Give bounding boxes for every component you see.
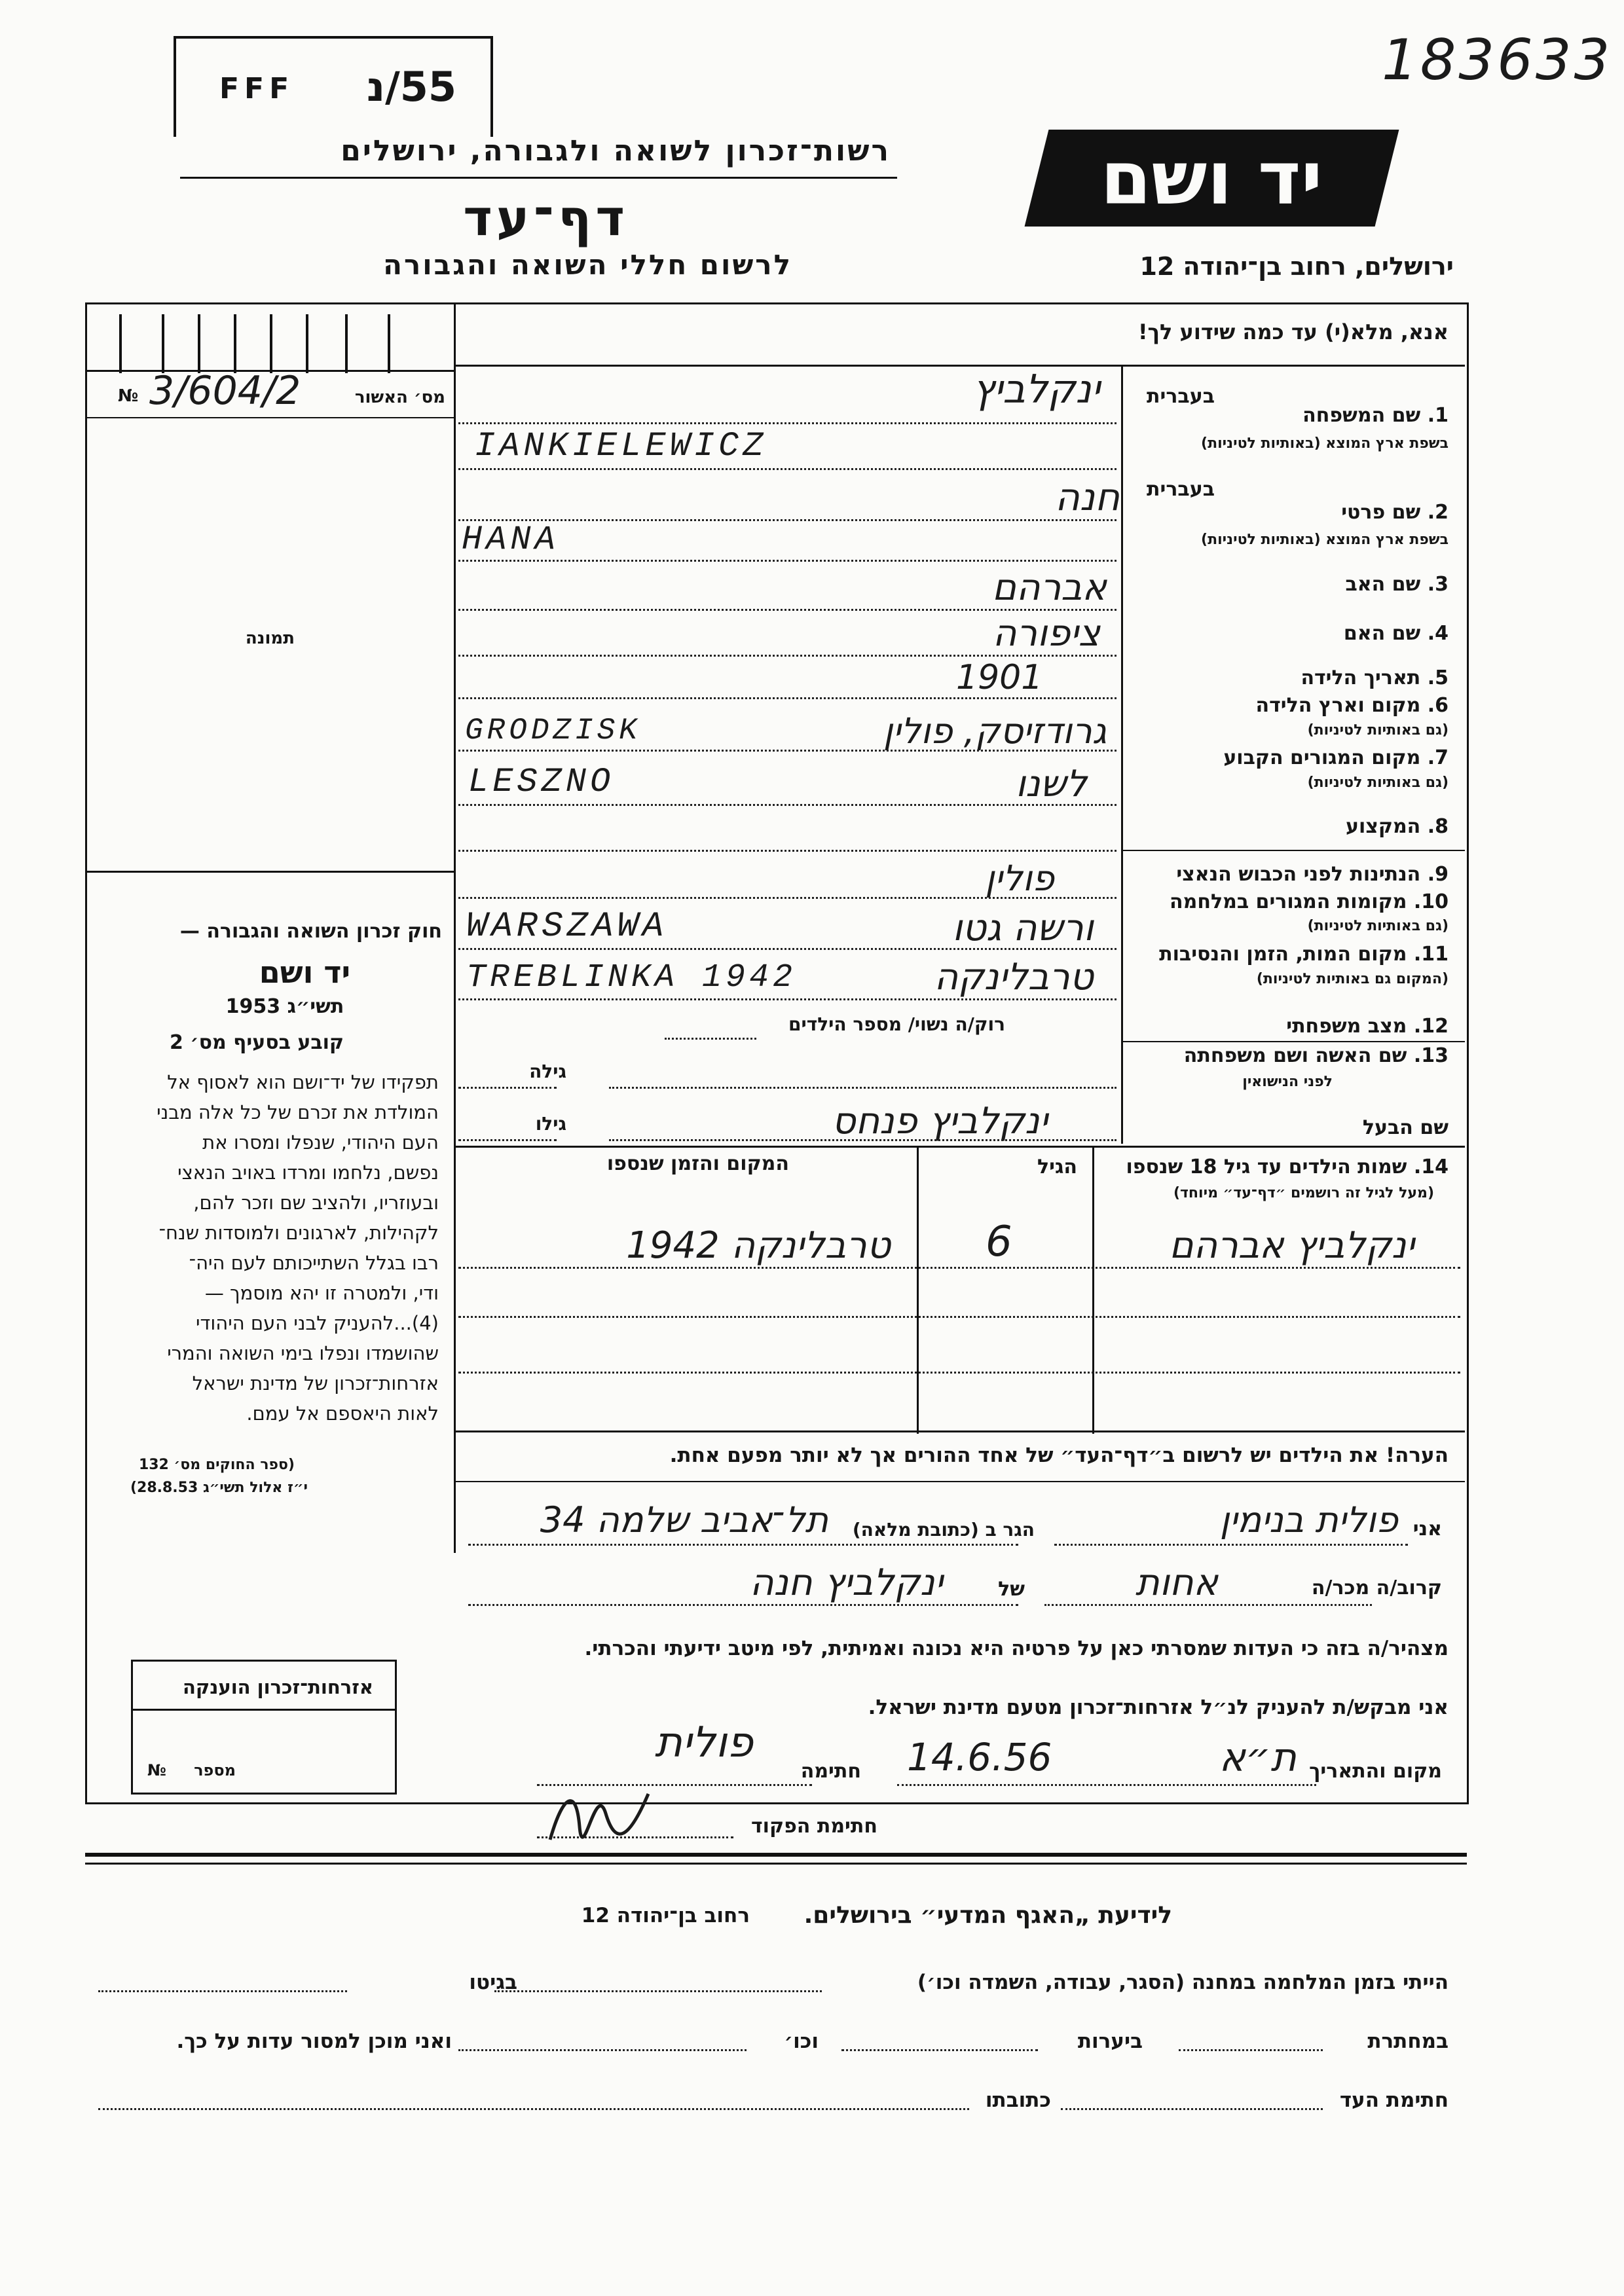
field-2-latin-line: [458, 560, 1116, 562]
approval-underline: [85, 417, 454, 418]
husband-value: ינקלביץ פנחס: [832, 1100, 1048, 1142]
declarant-i-label: אני: [1412, 1518, 1442, 1540]
etc-label: וכו׳: [784, 2030, 819, 2053]
stamp-number: 55/נ: [367, 63, 457, 111]
field-11-value-hebrew: טרבלינקה: [934, 956, 1094, 998]
declarant-name-line: [1054, 1544, 1408, 1546]
photo-label: תמונה: [245, 629, 295, 648]
field-11-line: [458, 998, 1116, 1000]
field-14-label: 14. שמות הילדים עד גיל 18 שנספו: [1126, 1156, 1449, 1178]
law-title: חוק זכרון השואה והגבורה —: [179, 920, 442, 943]
underground-label: במחתרת: [1367, 2030, 1449, 2053]
underground-fill: [1179, 2049, 1323, 2051]
law-text: [98, 1067, 439, 1429]
law-line: תפקידו של יד־ושם הוא לאסוף אל: [167, 1071, 439, 1093]
field-11-value-latin: TREBLINKA 1942: [466, 959, 797, 996]
field-10-line: [458, 948, 1116, 950]
of-line: [468, 1604, 1018, 1606]
husband-label: שם הבעל: [1362, 1116, 1449, 1139]
officer-label: חתימת הפקוד: [751, 1815, 877, 1838]
declarant-address: תל־אביב שלמה 34: [540, 1499, 828, 1540]
field-10-sub: (גם באותיות לטיניות): [1307, 918, 1449, 934]
ghetto-label: בגיטו: [469, 1971, 517, 1994]
of-value: ינקלביץ חנה: [749, 1561, 943, 1604]
field-3-label: 3. שם האב: [1345, 573, 1449, 596]
note: הערה! את הילדים יש לרשום ב״דף־העד״ של אחד ההורים אך לא יותר מפעם אחת.: [669, 1444, 1449, 1467]
field-2-value-latin: HANA: [462, 520, 559, 559]
field-1-latin-line: [458, 468, 1116, 470]
footer-top-rule-2: [85, 1863, 1467, 1865]
footer-line-1-fill: [494, 1990, 822, 1992]
child-age: 6: [986, 1218, 1012, 1266]
field-12-label: 12. מצב משפחתי: [1286, 1015, 1449, 1038]
children-bottom-rule: [454, 1430, 1465, 1432]
declarant-name: פולית בנימין: [1219, 1499, 1398, 1540]
forests-fill: [841, 2049, 1038, 2051]
authority-title: רשות־זכרון לשואה ולגבורה, ירושלים: [341, 134, 891, 168]
field-2-value-hebrew: חנה: [1054, 475, 1120, 519]
relation-label: קרוב/ה מכר/ה: [1311, 1576, 1442, 1599]
label-column-divider: [1121, 365, 1123, 1144]
place-value: ת״א: [1219, 1735, 1297, 1781]
field-12-line: [665, 1038, 756, 1040]
law-line: נפשם, נלחמו ומרדו באויב הנאצי: [177, 1161, 439, 1184]
citizenship-number-prefix: №: [147, 1761, 166, 1779]
field-11-label: 11. מקום המות, הזמן והנסיבות: [1159, 943, 1449, 966]
field-6-value-latin: GRODZISK: [465, 714, 641, 748]
field-6-value-hebrew: גרודזיסק, פולין: [883, 710, 1107, 752]
place-date-line: [897, 1784, 1316, 1786]
note-bottom-rule: [454, 1481, 1465, 1482]
witness-signature-fill: [1061, 2108, 1323, 2110]
field-13-line: [609, 1087, 1116, 1089]
field-3-line: [458, 609, 1116, 611]
field-4-label: 4. שם האם: [1343, 622, 1449, 645]
field-6-sub: (גם באותיות לטיניות): [1307, 722, 1449, 738]
field-2-sub: בשפת ארץ המוצא (באותיות לטיניות): [1201, 532, 1449, 548]
address: ירושלים, רחוב בן־יהודה 12: [1139, 252, 1454, 281]
children-col-div-1: [1092, 1146, 1094, 1434]
law-name: יד ושם: [259, 955, 350, 990]
field-9-label: 9. הנתינות לפני הכבוש הנאצי: [1176, 863, 1449, 886]
child-name: ינקלביץ אברהם: [1169, 1224, 1414, 1267]
field-6-label: 6. מקום וארץ הלידה: [1255, 694, 1449, 717]
field-8-line: [458, 850, 1116, 852]
archive-number: 183633: [1382, 27, 1613, 93]
field-13-sub: לפני הנישואין: [1242, 1074, 1333, 1090]
of-label: של: [998, 1578, 1025, 1601]
field-10-value-hebrew: ורשה גטו: [952, 907, 1094, 949]
barcode-ticks: [100, 314, 440, 373]
footer-top-rule: [85, 1853, 1467, 1857]
citizenship-number-label: מספר: [194, 1761, 236, 1779]
approval-number: 3/604/2: [149, 368, 301, 414]
field-3-value: אברהם: [991, 566, 1107, 609]
left-panel-divider: [454, 302, 456, 1553]
field-6-line: [458, 750, 1116, 752]
law-line: לאות היאספם אל עמם.: [246, 1402, 439, 1425]
field-1-value-latin: IANKIELEWICZ: [475, 427, 767, 465]
citizenship-title: אזרחות־זכרון הוענקה: [182, 1676, 373, 1698]
law-line: ודי, ולמטרה זו יהא מוסמך —: [204, 1282, 439, 1304]
form-title: דף־עד: [463, 189, 629, 247]
field-13-label: 13. שם האשה ושם משפחתה: [1183, 1044, 1449, 1067]
field-7-label: 7. מקום המגורים הקבוע: [1223, 746, 1449, 769]
law-ref-1: (ספר החוקים מס׳ 132: [138, 1457, 295, 1473]
approval-prefix: №: [118, 386, 139, 406]
law-line: העם היהודי, שנפלו ומסרו את: [202, 1131, 439, 1154]
approval-label: מס׳ האשור: [354, 388, 445, 407]
field-4-value: ציפורה: [992, 612, 1100, 655]
field-14-place-col: המקום והזמן שנספו: [606, 1152, 789, 1175]
field-1-value-hebrew: ינקלביץ: [972, 367, 1100, 412]
children-row-2: [458, 1316, 1460, 1318]
field-4-line: [458, 655, 1116, 657]
date-value: 14.6.56: [907, 1735, 1052, 1779]
field-12-options: רוק/ה נשוי/ מספר הילדים: [788, 1013, 1005, 1035]
law-line: אזרחות־זכרון של מדינת ישראל: [192, 1372, 439, 1394]
field-7-value-latin: LESZNO: [468, 763, 615, 801]
authority-underline: [180, 177, 897, 179]
field-13-age-line: [458, 1087, 557, 1089]
field-1-hebrew-tag: בעברית: [1147, 385, 1215, 408]
etc-fill: [458, 2049, 747, 2051]
law-year: [206, 995, 363, 1018]
husband-line: [609, 1139, 1116, 1141]
instruction: אנא, מלא(י) עד כמה שידוע לך!: [1137, 319, 1449, 344]
children-top-rule: [454, 1146, 1465, 1148]
field-9-value: פולין: [985, 858, 1054, 899]
field-8-label: 8. המקצוע: [1346, 815, 1449, 838]
field-1-line: [458, 422, 1116, 424]
field-5-label: 5. תאריך הלידה: [1301, 666, 1449, 689]
citizenship-divider: [131, 1709, 395, 1711]
logo-text: יד ושם: [1100, 136, 1323, 221]
witness-address-label: כתובתו: [985, 2088, 1051, 2112]
footer-address: רחוב בן־יהודה 12: [581, 1904, 750, 1927]
field-12-rule: [1121, 1041, 1465, 1042]
field-7-value-hebrew: לשנו: [1015, 763, 1087, 805]
children-row-3: [458, 1372, 1460, 1374]
field-8-rule: [1121, 850, 1465, 851]
testimony-text: ואני מוכן למסור עדות על כך.: [176, 2030, 452, 2053]
field-5-line: [458, 697, 1116, 699]
field-5-value: 1901: [956, 658, 1043, 697]
field-9-line: [458, 897, 1116, 899]
relation-line: [1044, 1604, 1372, 1606]
ghetto-fill: [98, 1990, 347, 1992]
field-7-line: [458, 804, 1116, 806]
husband-age-line: [458, 1139, 557, 1141]
request-text: אני מבקש/ת להעניק לנ״ל אזרחות־זכרון מטעם מדינת ישראל.: [868, 1696, 1449, 1719]
relation-value: אחות: [1135, 1561, 1218, 1604]
law-line: שהושמדו ונפלו בימי השואה והמרי: [167, 1342, 439, 1364]
field-2-hebrew-tag: בעברית: [1147, 478, 1215, 501]
declaration-text: מצהיר/ה בזה כי העדות שמסרתי כאן על פרטיה היא נכונה ואמיתית, לפי מיטב ידיעתי והכרתי.: [584, 1637, 1449, 1660]
footer-line-1: הייתי בזמן המלחמה במחנה (הסגר, עבודה, השמדה וכו׳): [917, 1971, 1449, 1994]
signature-value: פולית: [654, 1719, 753, 1767]
field-10-label: 10. מקומות המגורים במלחמה: [1170, 890, 1449, 913]
law-line: לקהילות, לארגונים ולמוסדות שנח־: [158, 1222, 439, 1244]
declarant-resides-label: הגר ב (כתובת מלאה): [852, 1519, 1035, 1540]
law-line: המולדת את זכרם של כל אלה מבני: [157, 1101, 439, 1123]
field-14-age-col: הגיל: [1037, 1156, 1077, 1178]
footer-title: לידיעת „האגף המדעי״ בירושלים.: [803, 1902, 1172, 1929]
field-7-sub: (גם באותיות לטיניות): [1307, 774, 1449, 791]
field-10-value-latin: WARSZAWA: [466, 907, 668, 947]
law-line: ובעוזריו, ולהציב שם וזכר להם,: [193, 1192, 439, 1214]
field-1-sub: בשפת ארץ המוצא (באותיות לטיניות): [1201, 435, 1449, 452]
children-col-div-2: [917, 1146, 919, 1434]
form-subtitle: לרשום חללי השואה והגבורה: [383, 249, 792, 281]
officer-signature: [544, 1768, 655, 1853]
witness-address-fill: [98, 2108, 969, 2110]
children-row-1: [458, 1267, 1460, 1269]
law-year-hebrew: תשי״ג: [287, 995, 344, 1018]
instruction-underline: [454, 365, 1465, 367]
place-date-label: מקום והתאריך: [1309, 1760, 1442, 1783]
photo-bottom: [85, 871, 454, 873]
field-11-sub: (המקום גם באותיות לטיניות): [1256, 971, 1449, 987]
husband-age-label: גילו: [535, 1113, 566, 1135]
field-1-label: 1. שם המשפחה: [1302, 404, 1449, 427]
witness-signature-label: חתימת העד: [1339, 2088, 1449, 2112]
child-place: טרבלינקה 1942: [626, 1224, 891, 1267]
field-2-label: 2. שם פרטי: [1341, 501, 1449, 524]
law-year-number: 1953: [225, 995, 281, 1018]
stamp-left-mark: FFF: [219, 72, 295, 105]
law-clause: קובע בסעיף מס׳ 2: [169, 1031, 344, 1054]
law-line: (4)...להעניק לבני העם היהודי: [196, 1312, 439, 1334]
law-ref-2: י״ז אלול תשי״ג 28.8.53): [130, 1480, 308, 1496]
signature-label: חתימה: [800, 1760, 861, 1783]
forests-label: ביערות: [1077, 2030, 1143, 2053]
field-13-age-label: גילה: [529, 1061, 566, 1082]
law-line: רבו בגלל השתייכותם לעם היה־: [189, 1252, 439, 1274]
field-14-sub: (מעל לגיל זה רושמים ״דף־עד״ מיוחד): [1173, 1185, 1434, 1201]
declarant-address-line: [468, 1544, 1018, 1546]
